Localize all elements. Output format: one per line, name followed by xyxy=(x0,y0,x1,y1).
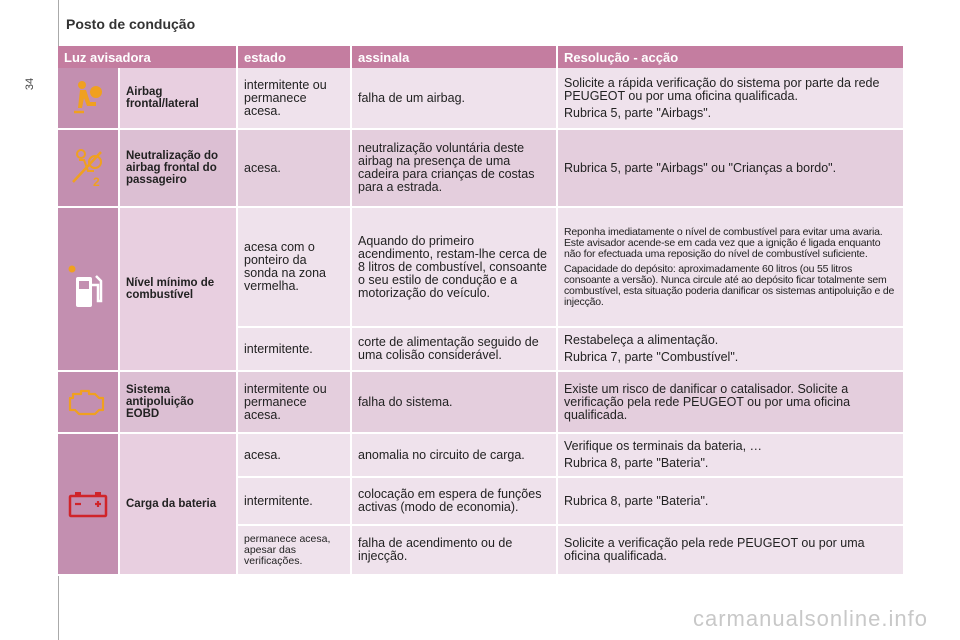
resolution-cell xyxy=(558,478,903,526)
signal-text: falha de acendimento ou de injecção. xyxy=(352,526,558,576)
column-header-signal: assinala xyxy=(352,46,558,68)
table-row xyxy=(58,208,903,328)
page-title: Posto de condução xyxy=(66,16,196,32)
column-header-resolution: Resolução - acção xyxy=(558,46,903,68)
resolution-cell xyxy=(558,526,903,576)
warning-name: Airbag frontal/lateral xyxy=(120,68,238,130)
signal-text: Aquando do primeiro acendimento, restam-lhe cerca de 8 litros de combustível, consoante o seu estilo de condução e a motorização do veículo. xyxy=(352,208,558,328)
resolution-text: Rubrica 5, parte "Airbags". xyxy=(564,105,712,120)
resolution-text: Rubrica 8, parte "Bateria". xyxy=(564,493,709,508)
state-text: intermitente ou permanece acesa. xyxy=(238,372,352,434)
signal-text: anomalia no circuito de carga. xyxy=(352,434,558,478)
watermark: carmanualsonline.info xyxy=(692,606,928,631)
column-header-warning-light: Luz avisadora xyxy=(58,46,238,68)
state-text: intermitente. xyxy=(238,328,352,372)
state-text: intermitente ou permanece acesa. xyxy=(238,68,352,130)
resolution-cell xyxy=(558,68,903,130)
signal-text: falha de um airbag. xyxy=(352,68,558,130)
resolution-text: Existe um risco de danificar o catalisador. Solicite a verificação pela rede PEUGEOT ou por uma oficina qualificada. xyxy=(564,381,851,422)
state-text: permanece acesa, apesar das verificações. xyxy=(238,526,352,576)
resolution-text: Rubrica 5, parte "Airbags" ou "Crianças a bordo". xyxy=(564,160,837,175)
resolution-cell xyxy=(558,372,903,434)
signal-text: neutralização voluntária deste airbag na presença de uma cadeira para crianças de costas para a estrada. xyxy=(352,130,558,208)
resolution-text: Rubrica 8, parte "Bateria". xyxy=(564,456,709,470)
page-number: 34 xyxy=(24,77,37,91)
resolution-cell xyxy=(558,208,903,328)
signal-text: corte de alimentação seguido de uma colisão considerável. xyxy=(352,328,558,372)
resolution-text: Reponha imediatamente o nível de combustível para evitar uma avaria. Este avisador acende-se em cada vez que a ignição é ligada enquanto não for efectuada uma reposição do nível de combustível suficiente. xyxy=(564,225,883,260)
svg-text:2: 2 xyxy=(93,175,100,189)
resolution-text: Rubrica 7, parte "Combustível". xyxy=(564,350,739,364)
warning-name: Carga da bateria xyxy=(120,434,238,576)
state-text: acesa. xyxy=(238,434,352,478)
icon-cell xyxy=(58,130,120,208)
resolution-cell xyxy=(558,328,903,372)
warning-lights-table xyxy=(58,46,903,576)
warning-name: Sistema antipoluição EOBD xyxy=(120,372,238,434)
table-header-row xyxy=(58,46,903,68)
airbag-warning-icon xyxy=(70,78,106,118)
resolution-text: Solicite a verificação pela rede PEUGEOT ou por uma oficina qualificada. xyxy=(564,536,865,563)
table-row xyxy=(58,372,903,434)
resolution-text: Restabeleça a alimentação. xyxy=(564,333,719,347)
state-text: acesa. xyxy=(238,130,352,208)
icon-cell xyxy=(58,372,120,434)
battery-icon xyxy=(68,490,108,518)
column-header-state: estado xyxy=(238,46,352,68)
signal-text: falha do sistema. xyxy=(352,372,558,434)
resolution-text: Verifique os terminais da bateria, … xyxy=(564,439,763,453)
resolution-cell xyxy=(558,434,903,478)
icon-cell xyxy=(58,208,120,372)
table-row xyxy=(58,434,903,478)
warning-name: Neutralização do airbag frontal do passageiro xyxy=(120,130,238,208)
state-text: intermitente. xyxy=(238,478,352,526)
table-row xyxy=(58,68,903,130)
resolution-cell xyxy=(558,130,903,208)
state-text: acesa com o ponteiro da sonda na zona vermelha. xyxy=(238,208,352,328)
icon-cell xyxy=(58,434,120,576)
table-row xyxy=(58,130,903,208)
warning-name: Nível mínimo de combustível xyxy=(120,208,238,372)
resolution-text: Solicite a rápida verificação do sistema por parte da rede PEUGEOT ou por uma oficina qualificada. xyxy=(564,75,880,103)
engine-check-icon xyxy=(67,386,109,418)
resolution-text: Capacidade do depósito: aproximadamente 60 litros (ou 55 litros consoante a versão). Nunca circule até ao depósito ficar totalmente sem combustível, esta situação poderia danificar os sistemas antipoluição e de injecção. xyxy=(564,262,895,308)
fuel-pump-icon xyxy=(68,263,108,315)
signal-text: colocação em espera de funções activas (modo de economia). xyxy=(352,478,558,526)
passenger-airbag-off-icon xyxy=(69,146,107,190)
icon-cell xyxy=(58,68,120,130)
